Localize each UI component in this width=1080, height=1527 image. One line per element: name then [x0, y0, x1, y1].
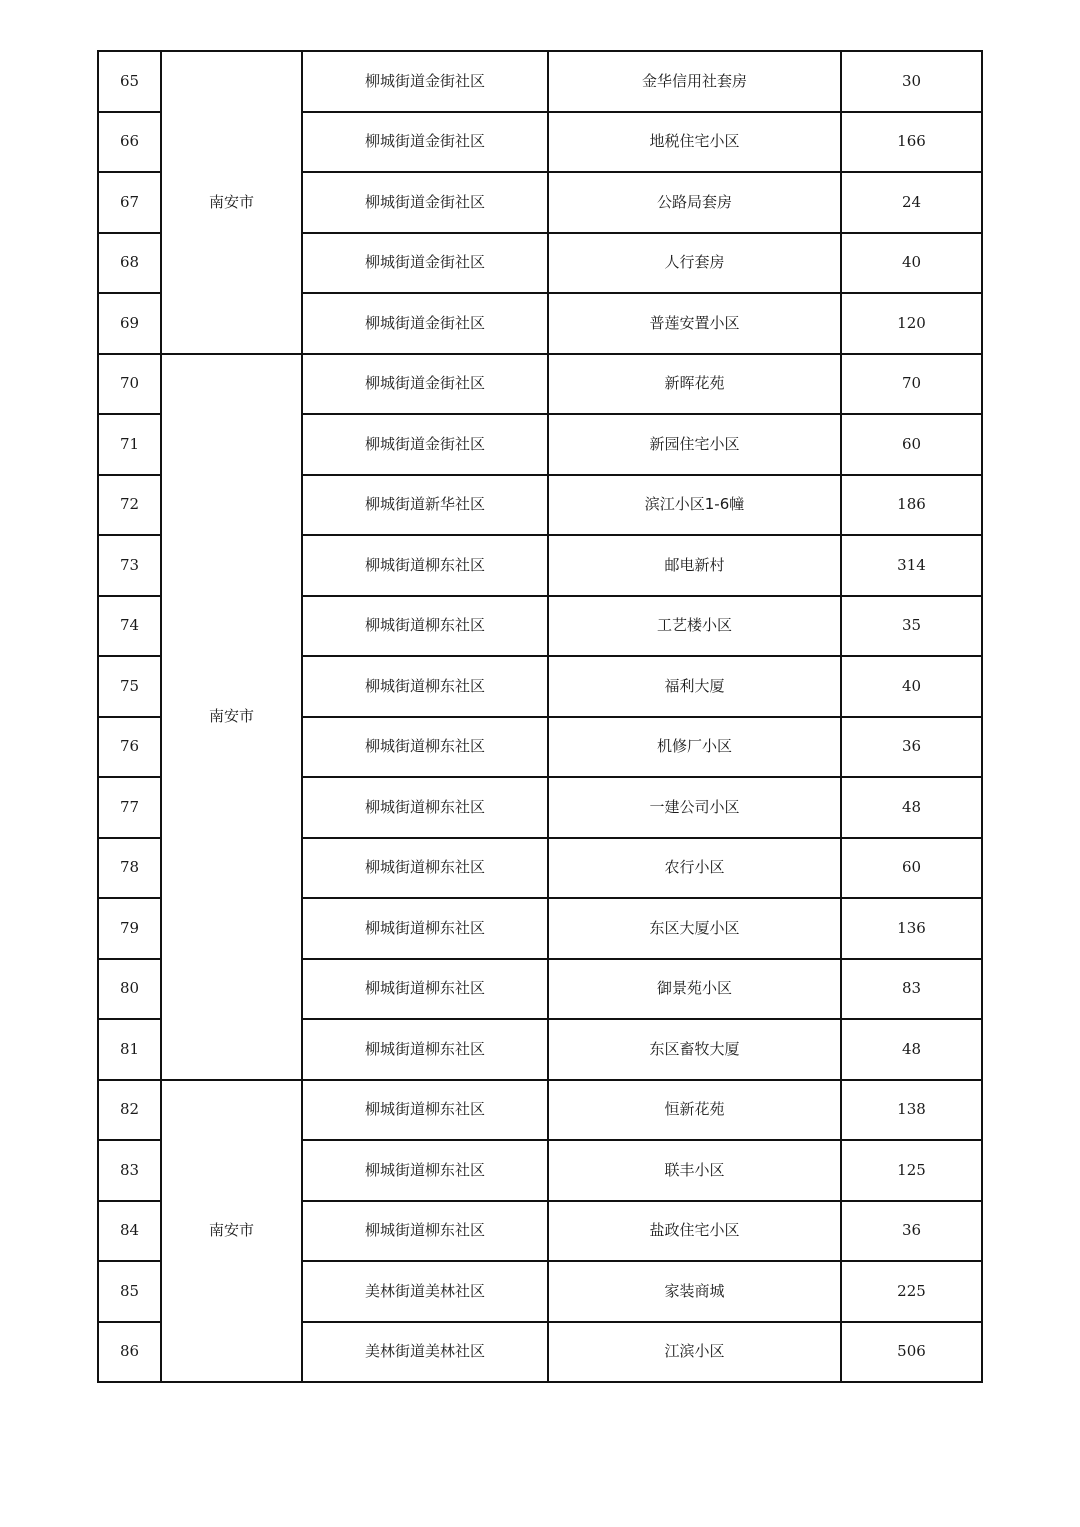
table-body	[98, 51, 982, 1382]
household-count-cell: 186	[841, 475, 982, 536]
residence-name-cell: 恒新花苑	[548, 1080, 841, 1141]
household-count-cell: 83	[841, 959, 982, 1020]
community-cell: 柳城街道金街社区	[302, 354, 548, 415]
row-number: 73	[98, 535, 161, 596]
residence-name-cell: 机修厂小区	[548, 717, 841, 778]
row-number: 69	[98, 293, 161, 354]
row-number: 72	[98, 475, 161, 536]
household-count-cell: 48	[841, 1019, 982, 1080]
row-number: 74	[98, 596, 161, 657]
community-cell: 美林街道美林社区	[302, 1261, 548, 1322]
household-count-cell: 24	[841, 172, 982, 233]
residence-name-cell: 人行套房	[548, 233, 841, 294]
community-cell: 柳城街道柳东社区	[302, 1019, 548, 1080]
row-number: 68	[98, 233, 161, 294]
community-cell: 柳城街道金街社区	[302, 172, 548, 233]
row-number: 65	[98, 51, 161, 112]
row-number: 82	[98, 1080, 161, 1141]
household-count-cell: 60	[841, 414, 982, 475]
table-row	[98, 354, 982, 415]
row-number: 81	[98, 1019, 161, 1080]
row-number: 80	[98, 959, 161, 1020]
household-count-cell: 314	[841, 535, 982, 596]
household-count-cell: 506	[841, 1322, 982, 1383]
row-number: 78	[98, 838, 161, 899]
household-count-cell: 166	[841, 112, 982, 173]
community-cell: 柳城街道金街社区	[302, 233, 548, 294]
residence-name-cell: 一建公司小区	[548, 777, 841, 838]
table-row	[98, 51, 982, 112]
residence-name-cell: 地税住宅小区	[548, 112, 841, 173]
community-cell: 柳城街道柳东社区	[302, 898, 548, 959]
household-count-cell: 136	[841, 898, 982, 959]
household-count-cell: 120	[841, 293, 982, 354]
residence-name-cell: 滨江小区1-6幢	[548, 475, 841, 536]
community-cell: 柳城街道柳东社区	[302, 1080, 548, 1141]
community-cell: 柳城街道柳东社区	[302, 1201, 548, 1262]
residence-name-cell: 盐政住宅小区	[548, 1201, 841, 1262]
household-count-cell: 35	[841, 596, 982, 657]
residence-name-cell: 御景苑小区	[548, 959, 841, 1020]
community-cell: 柳城街道柳东社区	[302, 717, 548, 778]
row-number: 77	[98, 777, 161, 838]
residence-name-cell: 公路局套房	[548, 172, 841, 233]
row-number: 79	[98, 898, 161, 959]
city-cell: 南安市	[161, 51, 302, 354]
household-count-cell: 225	[841, 1261, 982, 1322]
row-number: 67	[98, 172, 161, 233]
residence-name-cell: 普莲安置小区	[548, 293, 841, 354]
row-number: 66	[98, 112, 161, 173]
community-cell: 柳城街道柳东社区	[302, 959, 548, 1020]
household-count-cell: 125	[841, 1140, 982, 1201]
city-cell: 南安市	[161, 1080, 302, 1383]
row-number: 71	[98, 414, 161, 475]
housing-table	[97, 50, 983, 1383]
residence-name-cell: 邮电新村	[548, 535, 841, 596]
row-number: 84	[98, 1201, 161, 1262]
community-cell: 柳城街道金街社区	[302, 51, 548, 112]
residence-name-cell: 东区大厦小区	[548, 898, 841, 959]
row-number: 86	[98, 1322, 161, 1383]
row-number: 70	[98, 354, 161, 415]
residence-name-cell: 新园住宅小区	[548, 414, 841, 475]
community-cell: 柳城街道柳东社区	[302, 535, 548, 596]
residence-name-cell: 农行小区	[548, 838, 841, 899]
residence-name-cell: 东区畜牧大厦	[548, 1019, 841, 1080]
city-cell: 南安市	[161, 354, 302, 1080]
community-cell: 柳城街道柳东社区	[302, 777, 548, 838]
residence-name-cell: 福利大厦	[548, 656, 841, 717]
household-count-cell: 60	[841, 838, 982, 899]
residence-name-cell: 工艺楼小区	[548, 596, 841, 657]
community-cell: 柳城街道柳东社区	[302, 838, 548, 899]
community-cell: 柳城街道柳东社区	[302, 1140, 548, 1201]
community-cell: 柳城街道金街社区	[302, 112, 548, 173]
community-cell: 柳城街道金街社区	[302, 414, 548, 475]
community-cell: 美林街道美林社区	[302, 1322, 548, 1383]
household-count-cell: 70	[841, 354, 982, 415]
residence-name-cell: 联丰小区	[548, 1140, 841, 1201]
row-number: 83	[98, 1140, 161, 1201]
household-count-cell: 36	[841, 1201, 982, 1262]
household-count-cell: 30	[841, 51, 982, 112]
community-cell: 柳城街道柳东社区	[302, 656, 548, 717]
community-cell: 柳城街道柳东社区	[302, 596, 548, 657]
community-cell: 柳城街道金街社区	[302, 293, 548, 354]
row-number: 75	[98, 656, 161, 717]
community-cell: 柳城街道新华社区	[302, 475, 548, 536]
residence-name-cell: 新晖花苑	[548, 354, 841, 415]
row-number: 76	[98, 717, 161, 778]
household-count-cell: 138	[841, 1080, 982, 1141]
household-count-cell: 40	[841, 656, 982, 717]
household-count-cell: 36	[841, 717, 982, 778]
residence-name-cell: 江滨小区	[548, 1322, 841, 1383]
row-number: 85	[98, 1261, 161, 1322]
household-count-cell: 48	[841, 777, 982, 838]
residence-name-cell: 家装商城	[548, 1261, 841, 1322]
household-count-cell: 40	[841, 233, 982, 294]
residence-name-cell: 金华信用社套房	[548, 51, 841, 112]
table-row	[98, 1080, 982, 1141]
